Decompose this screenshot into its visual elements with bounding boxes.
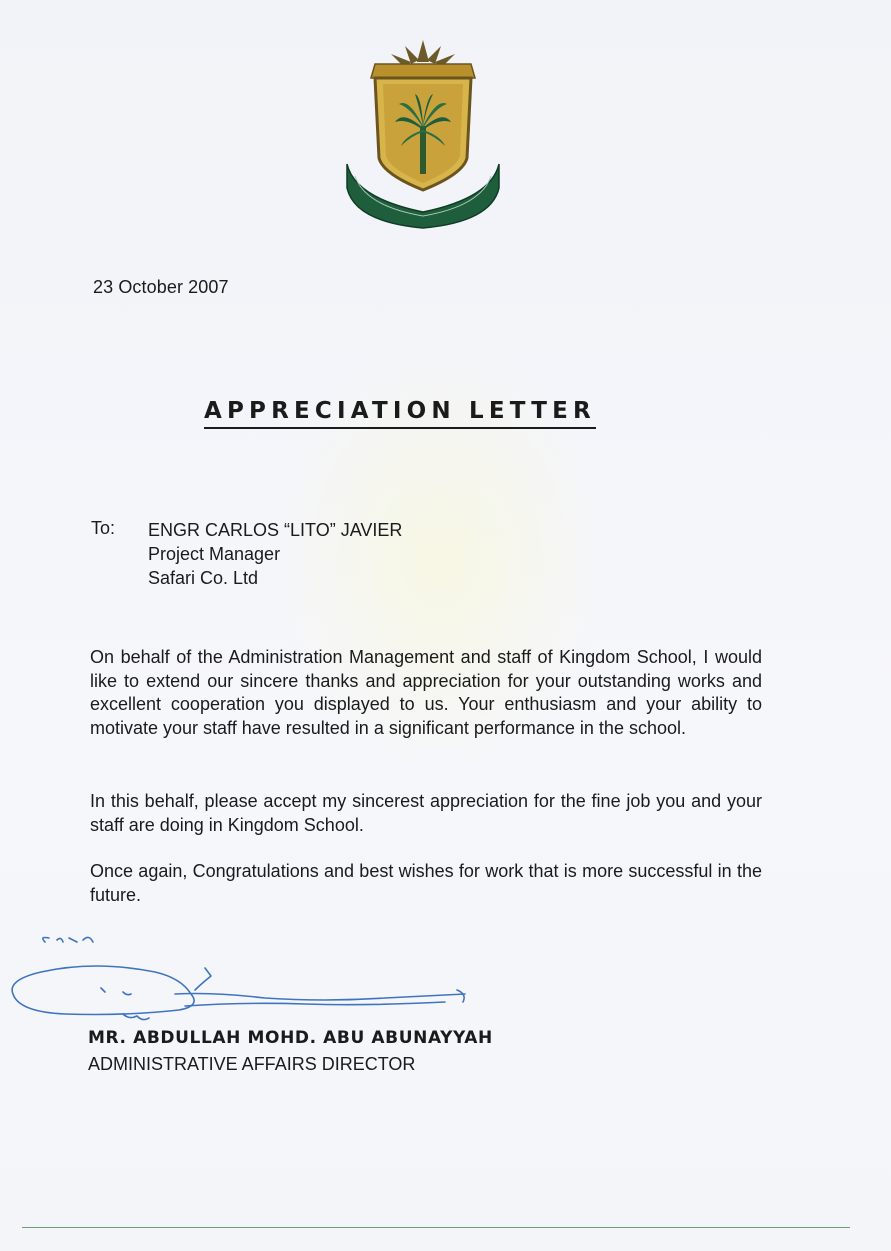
signatory-title: ADMINISTRATIVE AFFAIRS DIRECTOR <box>88 1054 416 1074</box>
addressee-block <box>148 518 402 590</box>
kingdom-schools-crest-logo <box>345 38 501 230</box>
body-paragraph-2: In this behalf, please accept my sincerest appreciation for the fine job you and your staff are doing in Kingdom School. <box>90 791 762 835</box>
body-paragraph-3: Once again, Congratulations and best wishes for work that is more successful in the future. <box>90 861 762 905</box>
letter-date: 23 October 2007 <box>93 277 229 297</box>
body-paragraph-1: On behalf of the Administration Management and staff of Kingdom School, I would like to extend our sincere thanks and appreciation for your outstanding works and excellent cooperation you displayed to us. Your enthusiasm and your ability to motivate your staff have resulted in a significant performance in the school. <box>90 647 762 738</box>
recipient-company: Safari Co. Ltd <box>148 568 259 588</box>
handwritten-signature <box>5 932 480 1032</box>
footer-divider <box>22 1227 850 1228</box>
to-label: To: <box>91 518 116 538</box>
recipient-name: ENGR CARLOS “LITO” JAVIER <box>148 520 403 540</box>
signatory-name: MR. ABDULLAH MOHD. ABU ABUNAYYAH <box>88 1028 493 1048</box>
recipient-position: Project Manager <box>148 544 281 564</box>
letter-title: APPRECIATION LETTER <box>204 396 596 429</box>
